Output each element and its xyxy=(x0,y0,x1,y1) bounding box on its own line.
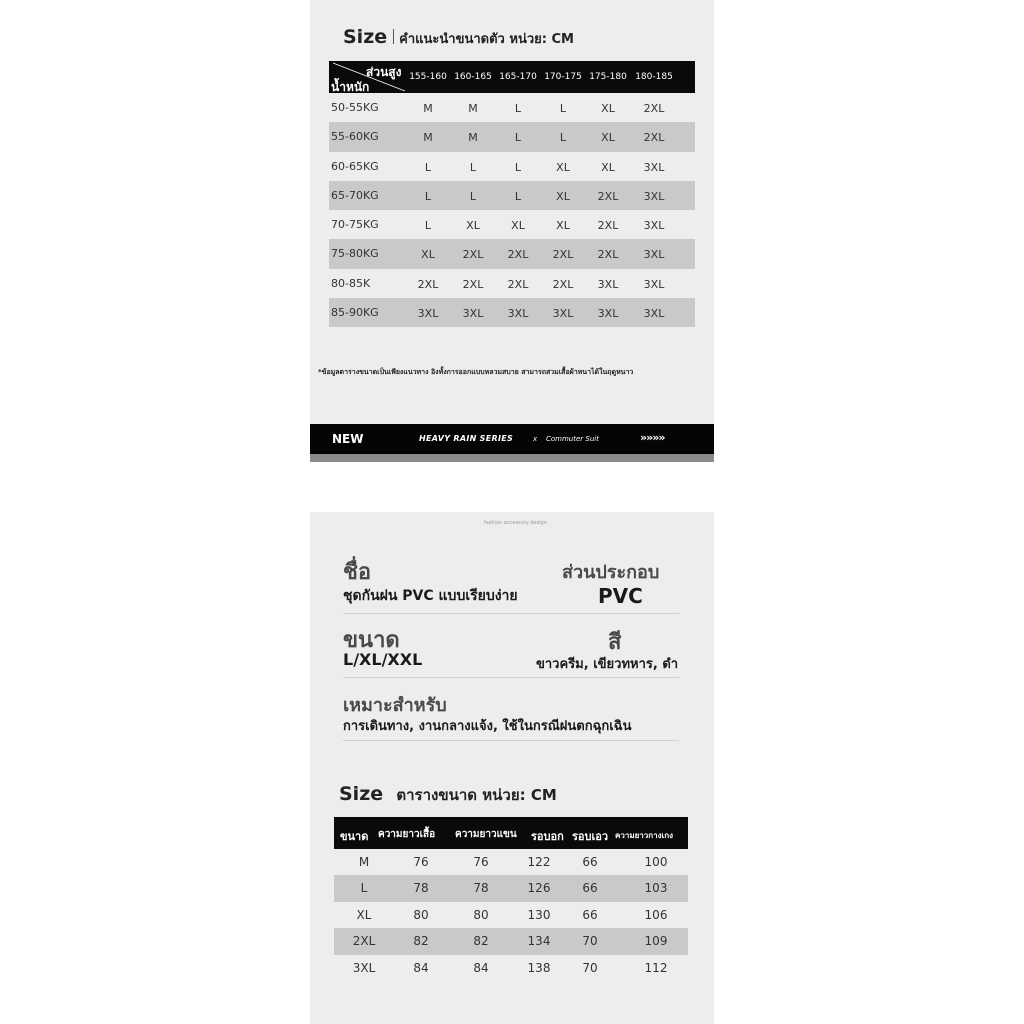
size-cell: XL xyxy=(556,219,570,233)
size-recommendation-table xyxy=(329,61,695,327)
size-cell: 3XL xyxy=(462,307,484,321)
table-row xyxy=(329,298,695,327)
size-cell: 2XL xyxy=(462,277,484,291)
measurement-cell: 84 xyxy=(413,960,429,975)
measurement-cell: 66 xyxy=(582,855,598,869)
size-cell: M xyxy=(423,102,433,115)
table-row xyxy=(329,152,695,181)
size-cell: L xyxy=(559,102,567,115)
measurement-cell: 122 xyxy=(527,855,551,869)
size-cell: L xyxy=(514,131,522,145)
weight-corner-label: น้ำหนัก xyxy=(331,80,370,94)
size-cell: M xyxy=(423,131,433,145)
table-row xyxy=(329,239,695,268)
size-cell: L xyxy=(514,160,522,174)
size-cell: XL xyxy=(466,219,480,233)
size-word: Size xyxy=(343,26,388,48)
size-cell: 2XL xyxy=(643,102,665,115)
suitable-label: เหมาะสำหรับ xyxy=(343,695,447,716)
size-cell: 2XL xyxy=(417,277,439,291)
size-cell: 3XL xyxy=(417,307,439,321)
size-chart-subtitle: คำแนะนำขนาดตัว หน่วย: CM xyxy=(399,32,574,47)
size-cell: L xyxy=(469,160,477,174)
weight-range-cell: 70-75KG xyxy=(331,218,379,232)
table-row xyxy=(329,269,695,298)
product-info-panel xyxy=(310,512,714,1024)
color-label: สี xyxy=(608,630,622,655)
column-header: รอบเอว xyxy=(572,830,609,843)
size-cell: L xyxy=(424,219,432,233)
composition-label: ส่วนประกอบ xyxy=(562,562,660,583)
size-cell: 3XL xyxy=(643,189,665,203)
column-header: ขนาด xyxy=(340,830,369,843)
measurement-cell: 109 xyxy=(644,934,668,949)
size-cell: L xyxy=(424,160,432,174)
table-row xyxy=(334,955,688,981)
measurement-cell: 66 xyxy=(582,907,598,922)
measurement-cell: 134 xyxy=(527,934,551,949)
size-cell: M xyxy=(468,131,478,145)
tagline: fashion accessory design xyxy=(484,520,547,526)
size-word: Size xyxy=(339,783,384,805)
size-cell: XL xyxy=(556,189,570,203)
size-name-cell: 3XL xyxy=(352,960,376,975)
table-row xyxy=(334,849,688,875)
measurement-cell: 76 xyxy=(473,855,489,869)
measurement-cell: 106 xyxy=(644,907,668,922)
column-header: รอบอก xyxy=(531,830,564,843)
size-cell: XL xyxy=(511,219,525,233)
measure-table-subtitle: ตารางขนาด หน่วย: CM xyxy=(396,786,557,804)
size-cell: 3XL xyxy=(643,277,665,291)
size-cell: 3XL xyxy=(643,248,665,262)
composition-value: PVC xyxy=(598,584,643,608)
size-cell: 2XL xyxy=(507,277,529,291)
size-cell: 3XL xyxy=(597,307,619,321)
size-label: ขนาด xyxy=(343,628,400,653)
size-cell: L xyxy=(514,189,522,203)
height-range-header: 155-160 xyxy=(409,72,447,82)
table-header xyxy=(334,817,688,849)
measurement-cell: 138 xyxy=(527,960,551,975)
weight-range-cell: 65-70KG xyxy=(331,188,379,202)
measurement-cell: 82 xyxy=(413,934,429,949)
height-range-header: 170-175 xyxy=(544,72,582,82)
size-cell: 2XL xyxy=(597,219,619,233)
size-cell: L xyxy=(424,189,432,203)
size-cell: 2XL xyxy=(462,248,484,262)
measurement-cell: 80 xyxy=(473,907,489,922)
banner-bottom-stripe xyxy=(310,454,714,462)
size-cell: 2XL xyxy=(597,248,619,262)
weight-range-cell: 75-80KG xyxy=(331,247,379,261)
size-cell: XL xyxy=(421,248,435,262)
size-name-cell: L xyxy=(360,881,368,896)
height-corner-label: ส่วนสูง xyxy=(366,65,402,79)
measurement-table xyxy=(334,817,688,981)
measure-table-heading xyxy=(339,783,557,807)
color-value: ขาวครีม, เขียวทหาร, ดำ xyxy=(536,657,679,672)
column-header: ความยาวเสื้อ xyxy=(378,829,436,840)
measurement-cell: 112 xyxy=(644,960,668,975)
divider xyxy=(343,613,679,614)
table-row xyxy=(329,210,695,239)
height-range-header: 160-165 xyxy=(454,72,492,82)
measurement-cell: 66 xyxy=(582,881,598,896)
height-range-header: 175-180 xyxy=(589,72,627,82)
measurement-cell: 100 xyxy=(644,855,668,869)
size-cell: 3XL xyxy=(643,307,665,321)
size-recommendation-panel xyxy=(310,0,714,462)
size-name-cell: 2XL xyxy=(352,934,376,949)
series-name: HEAVY RAIN SERIES xyxy=(419,434,514,443)
series-suit: Commuter Suit xyxy=(546,435,599,443)
measurement-cell: 76 xyxy=(413,855,429,869)
weight-range-cell: 85-90KG xyxy=(331,306,379,320)
size-cell: 2XL xyxy=(507,248,529,262)
size-cell: L xyxy=(559,131,567,145)
size-name-cell: M xyxy=(358,855,370,869)
size-cell: M xyxy=(468,102,478,115)
measurement-cell: 126 xyxy=(527,881,551,896)
measurement-cell: 78 xyxy=(473,881,489,896)
size-cell: 3XL xyxy=(643,160,665,174)
new-label: NEW xyxy=(332,432,364,446)
size-cell: 2XL xyxy=(552,248,574,262)
size-cell: 3XL xyxy=(507,307,529,321)
table-row xyxy=(329,93,695,122)
table-row xyxy=(334,902,688,928)
column-header: ความยาวกางเกง xyxy=(615,831,674,840)
size-name-cell: XL xyxy=(356,907,372,922)
size-cell: L xyxy=(469,189,477,203)
weight-range-cell: 55-60KG xyxy=(331,130,379,144)
divider xyxy=(343,677,679,678)
size-cell: 2XL xyxy=(552,277,574,291)
size-cell: XL xyxy=(601,102,615,115)
size-cell: XL xyxy=(556,160,570,174)
divider xyxy=(343,740,679,741)
size-cell: 2XL xyxy=(643,131,665,145)
size-chart-footnote: *ข้อมูลตารางขนาดเป็นเพียงแนวทาง อิงทั้งการออกแบบหลวมสบาย สามารถสวมเสื้อผ้าหนาได้ในฤดูหนาว xyxy=(318,368,634,376)
table-row xyxy=(334,928,688,954)
size-cell: XL xyxy=(601,160,615,174)
measurement-cell: 130 xyxy=(527,907,551,922)
series-x: x xyxy=(533,435,538,443)
height-range-header: 180-185 xyxy=(635,72,673,82)
table-row xyxy=(329,122,695,151)
series-banner xyxy=(310,424,714,454)
measurement-cell: 103 xyxy=(644,881,668,896)
size-value: L/XL/XXL xyxy=(343,650,423,669)
measurement-cell: 82 xyxy=(473,934,489,949)
weight-range-cell: 80-85K xyxy=(331,276,371,290)
size-cell: 3XL xyxy=(597,277,619,291)
size-cell: XL xyxy=(601,131,615,145)
height-range-header: 165-170 xyxy=(499,72,537,82)
chevrons-right-icon: »»»» xyxy=(640,431,665,444)
weight-range-cell: 50-55KG xyxy=(331,101,379,114)
measurement-cell: 70 xyxy=(582,934,598,949)
size-cell: 3XL xyxy=(552,307,574,321)
measurement-cell: 80 xyxy=(413,907,429,922)
name-label: ชื่อ xyxy=(343,560,372,585)
measurement-cell: 84 xyxy=(473,960,489,975)
table-row xyxy=(329,181,695,210)
name-value: ชุดกันฝน PVC แบบเรียบง่าย xyxy=(343,588,518,604)
measurement-cell: 70 xyxy=(582,960,598,975)
column-header: ความยาวแขน xyxy=(455,829,517,840)
table-body xyxy=(329,93,695,327)
measurement-cell: 78 xyxy=(413,881,429,896)
size-chart-heading xyxy=(343,26,574,49)
size-cell: 3XL xyxy=(643,219,665,233)
table-header xyxy=(329,61,695,93)
table-row xyxy=(334,875,688,901)
size-cell: L xyxy=(514,102,522,115)
size-cell: 2XL xyxy=(597,189,619,203)
suitable-value: การเดินทาง, งานกลางแจ้ง, ใช้ในกรณีฝนตกฉุกเฉิน xyxy=(343,719,632,734)
weight-range-cell: 60-65KG xyxy=(331,159,379,173)
table-body xyxy=(334,849,688,981)
